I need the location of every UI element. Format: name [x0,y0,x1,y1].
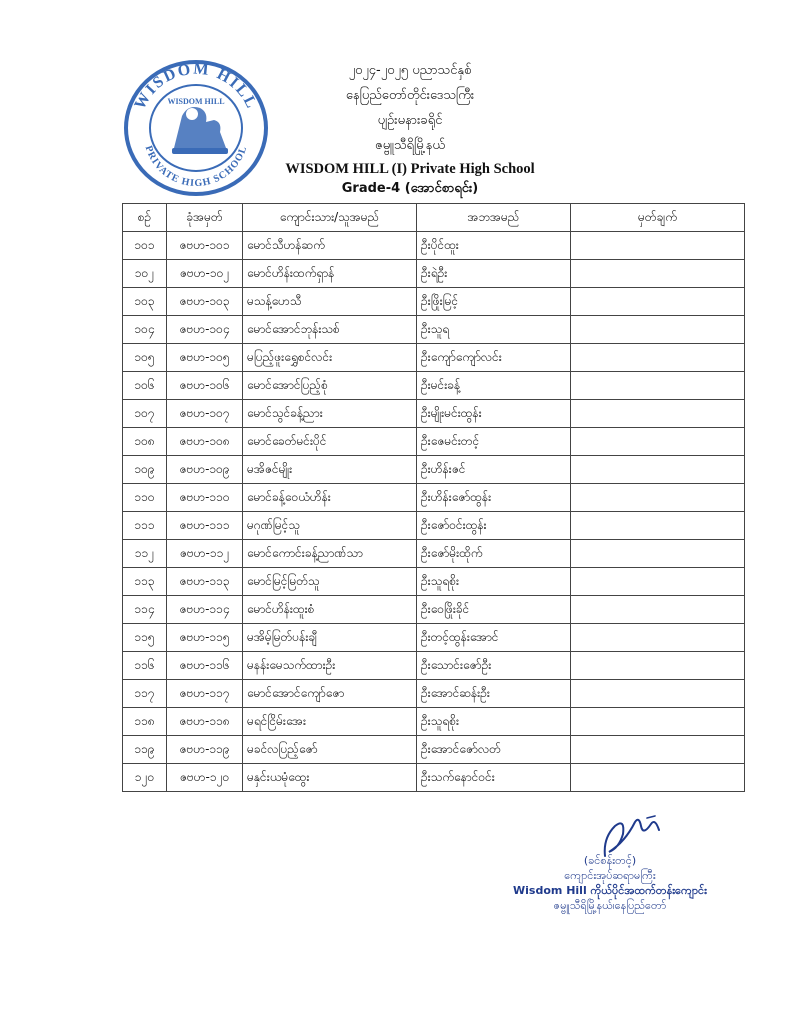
table-row [123,624,745,652]
remark [571,736,745,764]
lion-emblem-icon [172,107,228,154]
father-name: ဦးသူရစိုး [417,568,571,596]
remark [571,316,745,344]
father-name: ဦးဇေမင်းတင့် [417,428,571,456]
remark [571,400,745,428]
remark [571,624,745,652]
table-row [123,344,745,372]
student-name: မောင်ဟိန်းထူးစံ [243,596,417,624]
table-row [123,400,745,428]
seat-number: ဇဗဟ-၁၀၁ [167,232,243,260]
student-name: မအိဇင်မျိုး [243,456,417,484]
table-row [123,372,745,400]
remark [571,512,745,540]
table-row [123,680,745,708]
header-remarks: မှတ်ချက် [571,204,745,232]
father-name: ဦးပိုင်ထူး [417,232,571,260]
seat-number: ဇဗဟ-၁၀၄ [167,316,243,344]
student-name: မအိမ့်မြတ်ပန်းချီ [243,624,417,652]
student-name: မောင်မြင့်မြတ်သူ [243,568,417,596]
row-number: ၁၀၂ [123,260,167,288]
table-row [123,288,745,316]
student-table [122,203,745,792]
table-row [123,736,745,764]
seat-number: ဇဗဟ-၁၁၄ [167,596,243,624]
seat-number: ဇဗဟ-၁၁၉ [167,736,243,764]
seat-number: ဇဗဟ-၁၀၆ [167,372,243,400]
seat-number: ဇဗဟ-၁၀၅ [167,344,243,372]
student-name: မခင်လပြည့်ဇော် [243,736,417,764]
student-name: မသန့်ဟေသီ [243,288,417,316]
row-number: ၁၀၇ [123,400,167,428]
table-row [123,596,745,624]
student-name: မနန်းမေသက်ထားဦး [243,652,417,680]
row-number: ၁၁၉ [123,736,167,764]
seat-number: ဇဗဟ-၁၁၁ [167,512,243,540]
row-number: ၁၁၀ [123,484,167,512]
row-number: ၁၁၄ [123,596,167,624]
remark [571,260,745,288]
seat-number: ဇဗဟ-၁၀၇ [167,400,243,428]
student-name: မပြည့်ဖူးရွှေစင်လင်း [243,344,417,372]
header-student-name: ကျောင်းသား/သူအမည် [243,204,417,232]
school-name: WISDOM HILL (I) Private High School [285,161,535,177]
seat-number: ဇဗဟ-၁၀၃ [167,288,243,316]
student-name: မောင်ခေတ်မင်းပိုင် [243,428,417,456]
remark [571,568,745,596]
seat-number: ဇဗဟ-၁၂၀ [167,764,243,792]
logo-inner-text: WISDOM HILL [167,97,225,106]
father-name: ဦးမျိုးမင်းထွန်း [417,400,571,428]
remark [571,372,745,400]
table-row [123,260,745,288]
remark [571,288,745,316]
row-number: ၁၀၆ [123,372,167,400]
logo-top-text: WISDOM HILL [131,60,261,113]
academic-year: ၂၀၂၄-၂၀၂၅ ပညာသင်နှစ် [348,63,472,78]
row-number: ၁၁၇ [123,680,167,708]
seat-number: ဇဗဟ-၁၀၈ [167,428,243,456]
father-name: ဦးအောင်ဇော်လတ် [417,736,571,764]
remark [571,428,745,456]
father-name: ဦးသူရစိုး [417,708,571,736]
table-header-row [123,204,745,232]
seat-number: ဇဗဟ-၁၁၈ [167,708,243,736]
remark [571,344,745,372]
father-name: ဦးဟိန်းဇင် [417,456,571,484]
remark [571,708,745,736]
remark [571,232,745,260]
row-number: ၁၂၀ [123,764,167,792]
row-number: ၁၀၃ [123,288,167,316]
student-name: မောင်အောင်ဘုန်းသစ် [243,316,417,344]
table-row [123,708,745,736]
district: ပျဉ်းမနားခရိုင် [377,113,443,128]
seat-number: ဇဗဟ-၁၁၇ [167,680,243,708]
table-body [123,232,745,792]
seat-number: ဇဗဟ-၁၁၃ [167,568,243,596]
remark [571,484,745,512]
row-number: ၁၀၄ [123,316,167,344]
student-name: မနှင်းယမုံထွေး [243,764,417,792]
father-name: ဦးဝေဖြိုးခိုင် [417,596,571,624]
father-name: ဦးသောင်းဇော်ဦး [417,652,571,680]
document-header [240,58,580,199]
table-row [123,764,745,792]
row-number: ၁၁၁ [123,512,167,540]
father-name: ဦးကျော်ကျော်လင်း [417,344,571,372]
signer-school: Wisdom Hill ကိုယ်ပိုင်အထက်တန်းကျောင်း [513,884,707,897]
row-number: ၁၁၅ [123,624,167,652]
father-name: ဦးသက်နောင်ဝင်း [417,764,571,792]
remark [571,764,745,792]
seat-number: ဇဗဟ-၁၁၅ [167,624,243,652]
row-number: ၁၀၅ [123,344,167,372]
region: နေပြည်တော်တိုင်းဒေသကြီး [345,88,475,103]
father-name: ဦးတင့်ထွန်းအောင် [417,624,571,652]
header-seat-number: ခုံအမှတ် [167,204,243,232]
student-name: မောင်ကောင်းခန့်ညာဏ်သာ [243,540,417,568]
header-father-name: အဘအမည် [417,204,571,232]
table-row [123,652,745,680]
father-name: ဦးသူရ [417,316,571,344]
father-name: ဦးအောင်ဆန်းဦး [417,680,571,708]
row-number: ၁၁၈ [123,708,167,736]
remark [571,456,745,484]
remark [571,680,745,708]
remark [571,652,745,680]
student-name: မောင်သီဟန်ဆက် [243,232,417,260]
seat-number: ဇဗဟ-၁၁၀ [167,484,243,512]
table-row [123,568,745,596]
header-no: စဉ် [123,204,167,232]
student-name: မောင်ဟိန်းထက်ရှာန် [243,260,417,288]
signer-location: ဇမ္ဗူသီရိမြို့နယ်၊နေပြည်တော် [553,899,667,912]
signer-name: (ခင်စန်းတင့်) [583,854,637,867]
row-number: ၁၀၈ [123,428,167,456]
father-name: ဦးဇော်မိုးထိုက် [417,540,571,568]
township: ဇမ္ဗူသီရိမြို့နယ် [375,138,445,153]
grade-title: Grade-4 (အောင်စာရင်း) [341,181,479,196]
remark [571,540,745,568]
row-number: ၁၀၁ [123,232,167,260]
student-name: မောင်သွင်ခန့်ညား [243,400,417,428]
student-name: မောင်ခန့်ဝေယံဟိန်း [243,484,417,512]
seat-number: ဇဗဟ-၁၀၂ [167,260,243,288]
table-row [123,428,745,456]
table-row [123,232,745,260]
father-name: ဦးရဲဦး [417,260,571,288]
logo-bottom-text: PRIVATE HIGH SCHOOL [142,144,250,190]
student-name: မောင်အောင်ကျော်ဇော [243,680,417,708]
table-row [123,456,745,484]
row-number: ၁၁၃ [123,568,167,596]
table-row [123,540,745,568]
father-name: ဦးဇော်ဝင်းထွန်း [417,512,571,540]
row-number: ၁၀၉ [123,456,167,484]
father-name: ဦးဟိန်းဇော်ထွန်း [417,484,571,512]
father-name: ဦးဖြိုးမြင့် [417,288,571,316]
seat-number: ဇဗဟ-၁၀၉ [167,456,243,484]
seat-number: ဇဗဟ-၁၁၆ [167,652,243,680]
table-row [123,484,745,512]
row-number: ၁၁၂ [123,540,167,568]
student-name: မောင်အောင်ပြည့်စုံ [243,372,417,400]
father-name: ဦးမင်းခန့် [417,372,571,400]
student-name: မဂုဏ်မြင့်သူ [243,512,417,540]
seat-number: ဇဗဟ-၁၁၂ [167,540,243,568]
table-row [123,316,745,344]
remark [571,596,745,624]
table-row [123,512,745,540]
student-name: မရင်ငြိမ်းအေး [243,708,417,736]
signer-title: ကျောင်းအုပ်ဆရာမကြီး [564,869,656,882]
row-number: ၁၁၆ [123,652,167,680]
